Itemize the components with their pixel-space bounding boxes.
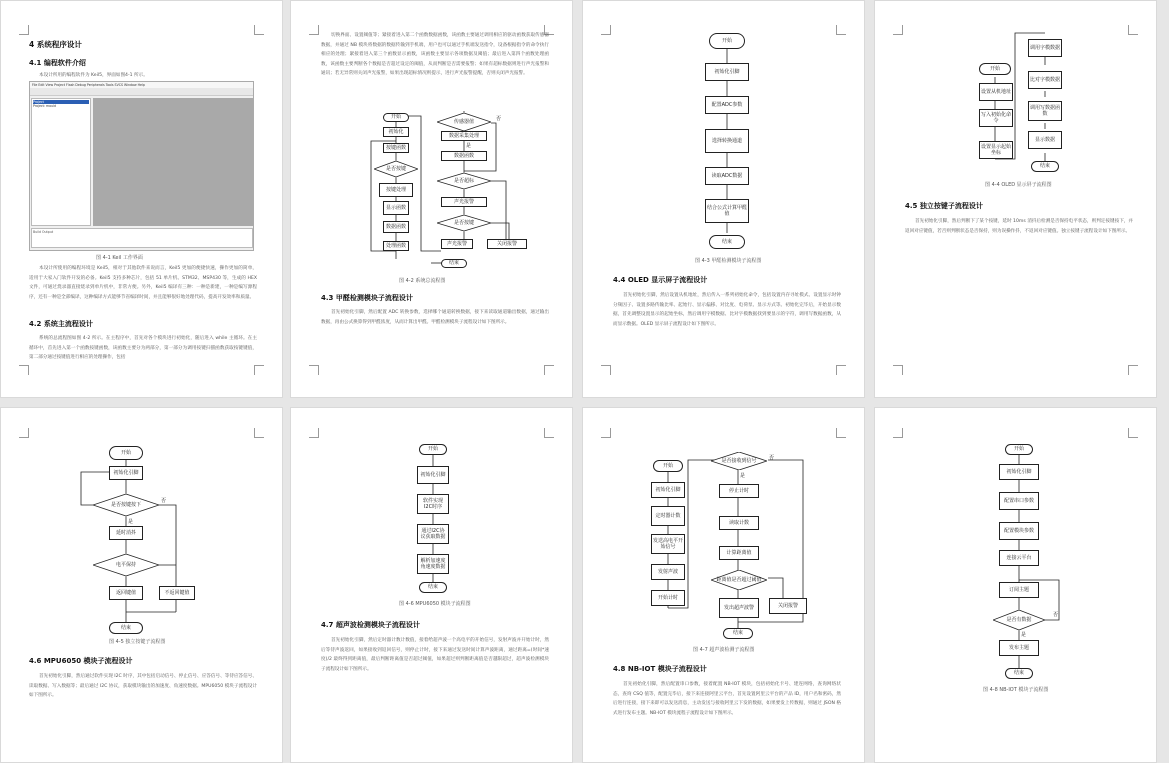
adc-step-3: 选择转换通道 bbox=[705, 129, 749, 153]
crop-mark bbox=[601, 25, 611, 35]
heading-4-3: 4.3 甲醛检测模块子流程设计 bbox=[321, 294, 413, 302]
paragraph-4-7: 首先初始化引脚，然后定时器计数计数值，接着给超声波一个高电平的开始信号，发射声波并开始计时，然后等待声波返回，如果接收到返回信号，则停止计时，接下来通过发送时间计算声波距离，通过距离=(时间*速度)/2 最终得到距离值，最后判断距离值是否超过阈值，如果超过则判断距离值是否越限超过，超声波检测模块子流程设计如下图所示。 bbox=[321, 638, 549, 672]
crop-mark bbox=[544, 428, 554, 438]
crop-mark bbox=[1128, 428, 1138, 438]
ultra-step-2: 定时器计数 bbox=[651, 506, 685, 526]
ultra-step-7: 读取计数 bbox=[719, 516, 759, 530]
oled-step-1: 设置从机地址 bbox=[979, 83, 1013, 101]
document-page-7 bbox=[582, 407, 865, 763]
caption-figure-4-8: 图 4-8 NB-IOT 模块子流程图 bbox=[983, 687, 1049, 693]
nb-step-2: 配置串口参数 bbox=[999, 492, 1039, 510]
crop-mark bbox=[19, 428, 29, 438]
mpu-start: 开始 bbox=[419, 444, 447, 455]
caption-figure-4-2: 图 4-2 系统总流程图 bbox=[399, 278, 446, 284]
nb-yes-label: 是 bbox=[1021, 632, 1027, 638]
crop-mark bbox=[1128, 365, 1138, 375]
ultra-step-8: 计算距离值 bbox=[719, 546, 759, 560]
document-page-8 bbox=[874, 407, 1157, 763]
flow-data: 数据函数 bbox=[383, 221, 409, 233]
crop-mark bbox=[893, 365, 903, 375]
flow-act3: 声光报警 bbox=[441, 197, 487, 207]
nb-start: 开始 bbox=[1005, 444, 1033, 455]
flow-act2b: 数据函数 bbox=[441, 151, 487, 161]
adc-step-2: 配置ADC参数 bbox=[705, 96, 749, 114]
paragraph-4-2: 系统的总流程图如图 4-2 所示。在主程序中，首先对各个模块进行初始化，随后进入 while 主循环。在主循环中，首先进入第一个函数按键函数，该函数主要分为两部分，第一部分为调用按键扫描函数获取按键键值，第二部分通过按键值进行相应的处理操作，包括 bbox=[29, 336, 257, 361]
caption-figure-4-1: 图 4-1 Keil 工作界面 bbox=[96, 255, 143, 261]
ultra-decision-2 bbox=[711, 570, 767, 590]
ultra-step-9: 发出超声波警 bbox=[719, 598, 759, 618]
adc-end: 结束 bbox=[709, 235, 745, 249]
oled-end: 结束 bbox=[1031, 161, 1059, 172]
adc-step-5: 结合公式计算甲醛值 bbox=[705, 199, 749, 223]
ultra-decision-1 bbox=[711, 452, 767, 470]
flow-key: 按键函数 bbox=[383, 143, 409, 153]
ultra-decision-2-label: 距离值是否超过阈值 bbox=[716, 577, 762, 583]
ultra-no-label: 否 bbox=[769, 455, 775, 461]
crop-mark bbox=[19, 25, 29, 35]
mpu-step-3: 通过I2C协议获取数据 bbox=[417, 524, 449, 544]
crop-mark bbox=[893, 428, 903, 438]
nb-decision bbox=[993, 610, 1045, 630]
ultra-step-4: 发射声波 bbox=[651, 564, 685, 580]
oled-right-2: 比对字模数据 bbox=[1028, 71, 1062, 89]
paragraph-main-flow: 切换界面、设置阈值等；紧接着进入第二个函数数据函数，该函数主要通过调用相应的驱动函数获取传感器数据，并通过 NB 模块将数据的数据传输到手机端，用户也可以通过手机端发送指令，设备根据指令的命令执行相应的处理；紧接着进入第三个函数显示函数，该函数主要显示各项数据及阈值；最后进入第四个函数处理函数，该函数主要判断各个数据是否超过设定的阈值，从而判断是否需要报警；如果有超标数据则进行声光报警和通讯；若无异常则关闭声光报警，如果出现超标情况则提示，进行声光报警提醒，否则关闭声光报警。 bbox=[321, 33, 549, 77]
flow-cond1-label: 是否按键 bbox=[385, 166, 406, 172]
document-page-3 bbox=[582, 0, 865, 398]
paragraph-4-8: 首先初始化引脚，然后配置串口参数，接着配置 NB-IOT 模块，包括初始化卡号、建连网络，查询网络状态，查询 CSQ 值等，配置完毕后，接下来连接阿里云平台，首先设置阿里云平台的产品 ID，用户名和密码，然后进行连接，接下来即可以发送消息，主动发送与接收阿里云下发的数据，如果要发上传数据，则通过 JSON 格式进行发布主题。NB-IOT 模块流程子流程设计如下图所示。 bbox=[613, 682, 841, 716]
paragraph-4-4: 首先初始化引脚，然后设置从机地址，然后传入一系列初始化命令，包括设置内存寻址模式、设置显示时钟分频因子、设置多路传输比率、起始行、显示偏移、对比度、电荷泵、显示方式等。初始化完毕后，开始显示数据，首先调整设置显示的起始坐标，然后调用字模数据、比对字模数据找到要显示的字符，调用写数据函数，从而显示数据。OLED 显示屏子流程设计如下图所示。 bbox=[613, 293, 841, 327]
flow-proc: 处理函数 bbox=[383, 241, 409, 251]
caption-figure-4-7: 图 4-7 超声波检测子流程图 bbox=[693, 647, 755, 653]
key-step-4: 不返回键值 bbox=[159, 586, 195, 600]
ultra-step-3: 发送高电平开始信号 bbox=[651, 534, 685, 554]
adc-step-1: 初始化引脚 bbox=[705, 63, 749, 81]
flow-yes-label: 是 bbox=[466, 143, 472, 149]
nb-step-1: 初始化引脚 bbox=[999, 464, 1039, 480]
crop-mark bbox=[254, 25, 264, 35]
keil-editor-area bbox=[93, 98, 253, 226]
caption-figure-4-3: 图 4-3 甲醛检测模块子流程图 bbox=[695, 258, 762, 264]
ultra-step-5: 开始计时 bbox=[651, 590, 685, 606]
key-no-label: 否 bbox=[161, 498, 167, 504]
key-start: 开始 bbox=[109, 446, 143, 460]
crop-mark bbox=[19, 365, 29, 375]
flow-cond4-label: 是否按键 bbox=[453, 220, 474, 226]
flow-start: 开始 bbox=[383, 113, 409, 122]
ultra-decision-1-label: 是否接收到信号 bbox=[721, 458, 757, 464]
crop-mark bbox=[309, 25, 319, 35]
crop-mark bbox=[836, 428, 846, 438]
caption-figure-4-4: 图 4-4 OLED 显示屏子流程图 bbox=[985, 182, 1052, 188]
nb-end: 结束 bbox=[1005, 668, 1033, 679]
nb-step-4: 连接云平台 bbox=[999, 550, 1039, 566]
ultra-step-10: 关闭报警 bbox=[769, 598, 807, 614]
heading-4-4: 4.4 OLED 显示屏子流程设计 bbox=[613, 276, 708, 284]
key-decision-2-label: 电平保持 bbox=[115, 562, 136, 568]
intro-paragraph: 本设计所用的编程软件为 Keil5，界面如图4-1 所示。 bbox=[39, 73, 148, 78]
keil-project-panel bbox=[31, 98, 91, 226]
ultra-yes-label: 是 bbox=[740, 473, 746, 479]
key-decision-1-label: 是否按键按下 bbox=[110, 502, 141, 508]
mpu-step-1: 初始化引脚 bbox=[417, 466, 449, 484]
key-end: 结束 bbox=[109, 622, 143, 634]
flow-end: 结束 bbox=[441, 259, 467, 268]
key-step-1: 初始化引脚 bbox=[109, 466, 143, 480]
heading-4-1: 4.1 编程软件介绍 bbox=[29, 59, 86, 67]
flow-cond2-label: 传感器值 bbox=[453, 119, 474, 125]
oled-step-2: 写入初始化命令 bbox=[979, 109, 1013, 127]
ultra-end: 结束 bbox=[723, 628, 753, 639]
heading-4-7: 4.7 超声波检测模块子流程设计 bbox=[321, 621, 420, 629]
mpu-step-4: 解析加速度角速度数据 bbox=[417, 554, 449, 574]
keil-menu-bar: File Edit View Project Flash Debug Peripherals Tools SVCS Window Help bbox=[30, 82, 253, 88]
document-page-2 bbox=[290, 0, 573, 398]
heading-4-6: 4.6 MPU6050 模块子流程设计 bbox=[29, 657, 133, 665]
paragraph-4-5: 首先初始化引脚，然后判断下了某个按键，延时 10ms 消抖后检测是否保持电平状态，则判定按键按下，并返回对应键值，若否则判断状态是否保持，则为误操作抖，不返回对应键值。独立按键子流程设计如下图所示。 bbox=[905, 219, 1133, 234]
flow-no-label: 否 bbox=[496, 116, 502, 122]
crop-mark bbox=[309, 365, 319, 375]
nb-step-3: 配置模块参数 bbox=[999, 522, 1039, 540]
flow-cond3 bbox=[437, 173, 491, 189]
paragraph-4-3: 首先初始化引脚，然后配置 ADC 转换参数，选择哪个通道转换数据，接下来读取通道输出数据，通过输出数据，再由公式换算得到甲醛浓度，从而计算出甲醛。甲醛检测模块子流程设计如下图所示。 bbox=[321, 310, 549, 325]
paragraph-4-6: 首先初始化引脚，然后通过软件实现 I2C 时序，其中包括启动信号、停止信号、应答信号、等待应答信号、读取数据、写入数据等；最后通过 I2C 协议，获取模块输出的加速度、角速度数据。MPU6050 模块子流程设计如下图所示。 bbox=[29, 674, 257, 699]
heading-4-8: 4.8 NB-IOT 模块子流程设计 bbox=[613, 665, 707, 673]
oled-right-3: 调用写数据函数 bbox=[1028, 101, 1062, 121]
flow-act1: 按键处理 bbox=[379, 183, 413, 197]
key-decision-2 bbox=[93, 554, 159, 576]
crop-mark bbox=[601, 365, 611, 375]
nb-decision-label: 是否有数据 bbox=[1006, 617, 1032, 623]
crop-mark bbox=[309, 428, 319, 438]
crop-mark bbox=[601, 428, 611, 438]
nb-no-label: 否 bbox=[1053, 612, 1059, 618]
crop-mark bbox=[836, 365, 846, 375]
keil-build-output: Build Output bbox=[31, 228, 253, 248]
keil-screenshot bbox=[29, 81, 254, 251]
keil-toolbar bbox=[30, 88, 253, 96]
oled-step-3: 设置显示起始坐标 bbox=[979, 141, 1013, 159]
heading-4-5: 4.5 独立按键子流程设计 bbox=[905, 202, 983, 210]
flow-cond2 bbox=[437, 113, 491, 131]
flow-act3b: 声光报警 bbox=[441, 239, 473, 249]
crop-mark bbox=[254, 428, 264, 438]
paragraph-keil: 本设计所使用的编程环境是 Keil5，相对于其他软件来说而言，Keil5 更加的便捷快速，操作更加的简单，适用于大家入门软件开发的必备。Keil5 支持多种芯片，包括 51 单片机、STM32、MSP430 等，生成的 HEX 文件，可通过烧录器直接烧录到单片机中，非常方便。另外，Keil5 编译有三种：一种是新建，一种是编写源程序，还有一种是全部编译，这种编译方式能够节省编译时间，并且能够很好地处理代码，提高开发效率和质量。 bbox=[29, 266, 257, 300]
oled-start: 开始 bbox=[979, 63, 1011, 75]
nb-step-5: 订阅主题 bbox=[999, 582, 1039, 598]
flow-disp: 显示函数 bbox=[383, 201, 409, 215]
flow-init: 初始化 bbox=[383, 127, 409, 137]
oled-right-4: 显示数据 bbox=[1028, 131, 1062, 149]
key-step-3: 返回键值 bbox=[109, 586, 143, 600]
heading-4-2: 4.2 系统主流程设计 bbox=[29, 320, 93, 328]
mpu-step-2: 软件实现I2C时序 bbox=[417, 494, 449, 514]
crop-mark bbox=[1128, 25, 1138, 35]
keil-project-item: Project: mould bbox=[33, 104, 56, 108]
flow-cond1 bbox=[374, 161, 418, 177]
flow-cond4 bbox=[437, 215, 491, 231]
caption-figure-4-6: 图 4-6 MPU6050 模块子流程图 bbox=[399, 601, 471, 607]
oled-right-1: 调用字模数据 bbox=[1028, 39, 1062, 57]
keil-project-root: Project bbox=[33, 100, 89, 104]
crop-mark bbox=[893, 25, 903, 35]
crop-mark bbox=[544, 365, 554, 375]
ultra-step-6: 停止计时 bbox=[719, 484, 759, 498]
document-page-1 bbox=[0, 0, 283, 398]
key-decision-1 bbox=[93, 494, 159, 516]
mpu-end: 结束 bbox=[419, 582, 447, 593]
adc-step-4: 读取ADC数据 bbox=[705, 167, 749, 185]
nb-step-6: 发布主题 bbox=[999, 640, 1039, 656]
key-yes-label: 是 bbox=[128, 519, 134, 525]
ultra-step-1: 初始化引脚 bbox=[651, 482, 685, 498]
key-step-2: 延时消抖 bbox=[109, 526, 143, 540]
adc-start: 开始 bbox=[709, 33, 745, 49]
heading-chapter-4: 4 系统程序设计 bbox=[29, 40, 82, 49]
caption-figure-4-5: 图 4-5 独立按键子流程图 bbox=[109, 639, 166, 645]
ultra-start: 开始 bbox=[653, 460, 683, 472]
document-page-5 bbox=[0, 407, 283, 763]
crop-mark bbox=[254, 365, 264, 375]
document-page-4 bbox=[874, 0, 1157, 398]
flow-cond3-label: 是否超标 bbox=[453, 178, 474, 184]
document-page-6 bbox=[290, 407, 573, 763]
crop-mark bbox=[836, 25, 846, 35]
flow-act4: 关闭报警 bbox=[487, 239, 527, 249]
oled-flowchart-lines bbox=[875, 1, 1157, 398]
flow-act2: 数据采集处理 bbox=[441, 131, 487, 141]
